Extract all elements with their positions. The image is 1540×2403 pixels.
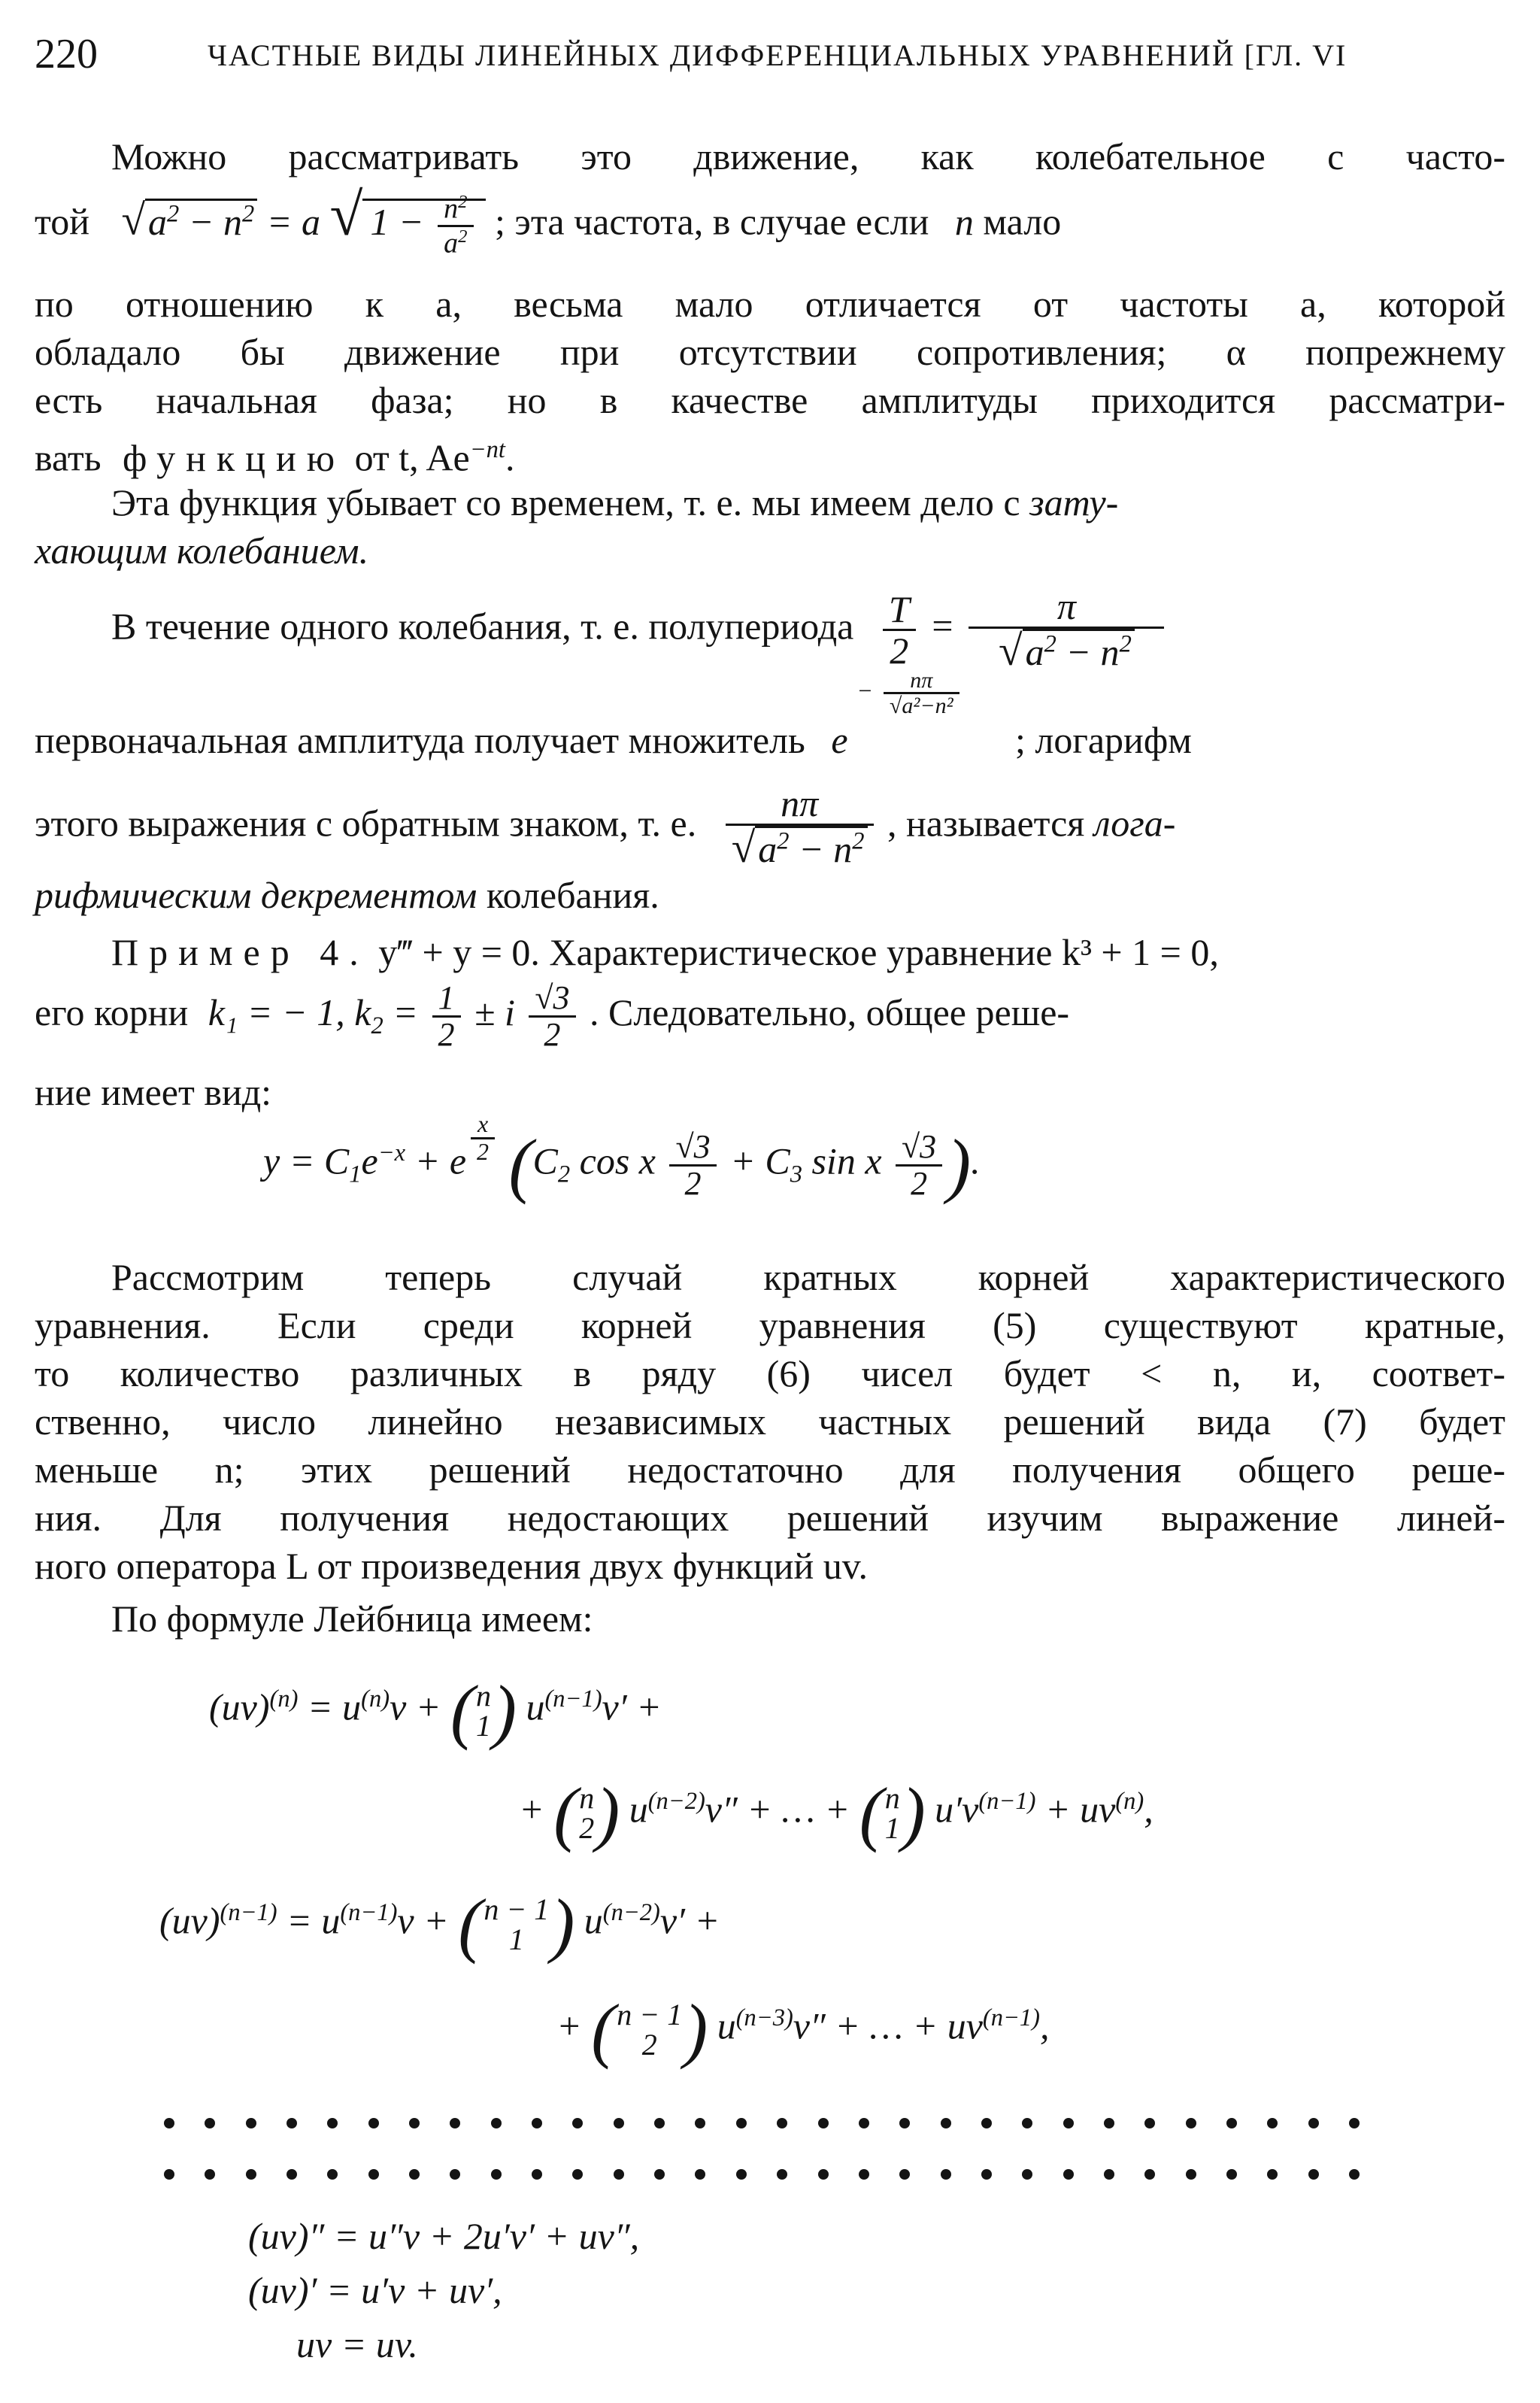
page-number: 220 bbox=[35, 31, 98, 77]
paragraph-3-line-1 bbox=[111, 585, 1505, 675]
root-k1: k₁ = − 1, bbox=[208, 991, 345, 1034]
paragraph-3-line-2 bbox=[35, 667, 1505, 791]
text-fragment: ; эта частота, в случае если bbox=[495, 200, 929, 243]
log-decrement-formula: $\frac{n\pi}{√a^2 - n^2}$ bbox=[721, 802, 887, 844]
text-fragment: от t, Ae bbox=[354, 436, 470, 479]
text-fragment: , называется bbox=[887, 802, 1085, 845]
running-title: ЧАСТНЫЕ ВИДЫ ЛИНЕЙНЫХ ДИФФЕРЕНЦИАЛЬНЫХ УРАВНЕНИЙ [ГЛ. VI bbox=[208, 38, 1348, 72]
italic-term: зату- bbox=[1029, 481, 1119, 523]
paragraph-4-line-5: меньше n; этих решений недостаточно для получения общего реше- bbox=[35, 1449, 1505, 1491]
first-derivative-product: (uv)′ = u′v + uv′, bbox=[248, 2269, 502, 2311]
text-fragment: y‴ + y = 0. Характеристическое уравнение k³ + 1 = 0, bbox=[378, 931, 1219, 973]
paragraph-2-line-2: хающим колебанием. bbox=[35, 529, 369, 572]
text-fragment: той bbox=[35, 200, 89, 243]
paragraph-1-line-1: Можно рассматривать это движение, как колебательное с часто- bbox=[111, 135, 1505, 177]
paragraph-3-line-4 bbox=[35, 871, 1505, 919]
paragraph-4-line-2: уравнения. Если среди корней уравнения (5) существуют кратные, bbox=[35, 1304, 1505, 1346]
paragraph-1-line-5: есть начальная фаза; но в качестве амплитуды приходится рассматри- bbox=[35, 379, 1505, 421]
leibniz-formula-n-part-2: + (n 2) $u^{(n-2)}v''$ + … + (n 1) $u'v^{(n-1)} + uv^{(n)}$, bbox=[519, 1773, 1153, 1854]
italic-term: рифмическим декрементом bbox=[35, 874, 477, 916]
damping-factor-formula: e − $\frac{n\pi}{\text{√a²−n²}}$ bbox=[831, 719, 847, 761]
text-fragment: первоначальная амплитуда получает множитель bbox=[35, 719, 805, 761]
paragraph-4-line-4: ственно, число линейно независимых частных решений вида (7) будет bbox=[35, 1400, 1505, 1443]
text-fragment: мало bbox=[983, 200, 1062, 243]
leibniz-formula-n-part-1: $(uv)^{(n)} = u^{(n)}v + (n$ 1) $u^{(n-1)}v'$ + bbox=[209, 1670, 662, 1752]
second-derivative-product: (uv)″ = u″v + 2u′v′ + uv″, bbox=[248, 2215, 640, 2257]
leibniz-formula-n-minus-1-part-2: + (n − 1 2 ) $u^{(n-3)}v''$ + … + $uv^{(n-1)}$, bbox=[556, 1989, 1050, 2071]
italic-term: лога- bbox=[1093, 802, 1176, 845]
variable-n: n bbox=[954, 200, 974, 243]
identity-product: uv = uv. bbox=[296, 2323, 418, 2365]
example-4-line-3: ние имеет вид: bbox=[35, 1071, 272, 1113]
spaced-emphasis: функцию bbox=[123, 436, 346, 479]
paragraph-4-line-3: то количество различных в ряду (6) чисел будет < n, и, соответ- bbox=[35, 1352, 1505, 1394]
text-fragment: его корни bbox=[35, 991, 189, 1034]
paragraph-1-line-6: вать функцию от t, $Ae^{-nt}$. bbox=[35, 436, 515, 479]
general-solution-equation: $y = C_1e^{-x} + e$ $^{\frac{x}{2}}$ ($C_2$ cos x $\frac{√3}{2}$ + $C_3$ sin x $\frac{√3}{2}$ ). bbox=[263, 1110, 981, 1206]
example-4-line-1 bbox=[111, 928, 1505, 976]
example-4-line-2 bbox=[35, 981, 1505, 1063]
ellipsis-row-1 bbox=[164, 2118, 1360, 2128]
text-fragment: В течение одного колебания, т. е. полупериода bbox=[111, 605, 854, 648]
paragraph-4-line-1: Рассмотрим теперь случай кратных корней характеристического bbox=[111, 1256, 1505, 1298]
paragraph-1-line-2 bbox=[35, 181, 1505, 272]
text-fragment: колебания. bbox=[486, 874, 659, 916]
paragraph-1-line-3: по отношению к a, весьма мало отличается от частоты a, которой bbox=[35, 283, 1505, 325]
text-fragment: вать bbox=[35, 436, 102, 479]
text-fragment: Эта функция убывает со временем, т. е. мы имеем дело с bbox=[111, 481, 1020, 523]
ellipsis-row-2 bbox=[164, 2169, 1360, 2180]
half-period-formula: $\frac{T}{2}$ = $\frac{\pi}{√a^2 - n^2}$ bbox=[878, 605, 1169, 647]
exponent: −nt bbox=[469, 436, 505, 463]
paragraph-3-line-3 bbox=[35, 782, 1505, 872]
text-fragment: . Следовательно, общее реше- bbox=[590, 991, 1070, 1034]
text-fragment: этого выражения с обратным знаком, т. е. bbox=[35, 802, 697, 845]
example-label: Пример 4. bbox=[111, 931, 369, 973]
paragraph-2-line-1 bbox=[111, 478, 1505, 526]
paragraph-4-line-6: ния. Для получения недостающих решений изучим выражение линей- bbox=[35, 1497, 1505, 1539]
page-header bbox=[35, 30, 1505, 83]
paragraph-4-line-7: ного оператора L от произведения двух функций uv. bbox=[35, 1545, 868, 1587]
leibniz-formula-n-minus-1-part-1: $(uv)^{(n-1)} = u^{(n-1)}v + (n - 1$ 1 ) $u^{(n-2)}v'$ + bbox=[159, 1884, 720, 1965]
paragraph-1-line-4: обладало бы движение при отсутствии сопротивления; α попрежнему bbox=[35, 331, 1505, 373]
text-fragment: ; логарифм bbox=[1015, 719, 1192, 761]
root-k2-formula: $k_2$ = $\frac{1}{2}$ ± i $\frac{√3}{2}$ bbox=[354, 991, 580, 1033]
paragraph-4-line-8: По формуле Лейбница имеем: bbox=[111, 1597, 593, 1640]
frequency-formula: $√a^2 - n^2 = a$ √ 1 − $\frac{n^2}{a^2}$ bbox=[121, 201, 495, 243]
